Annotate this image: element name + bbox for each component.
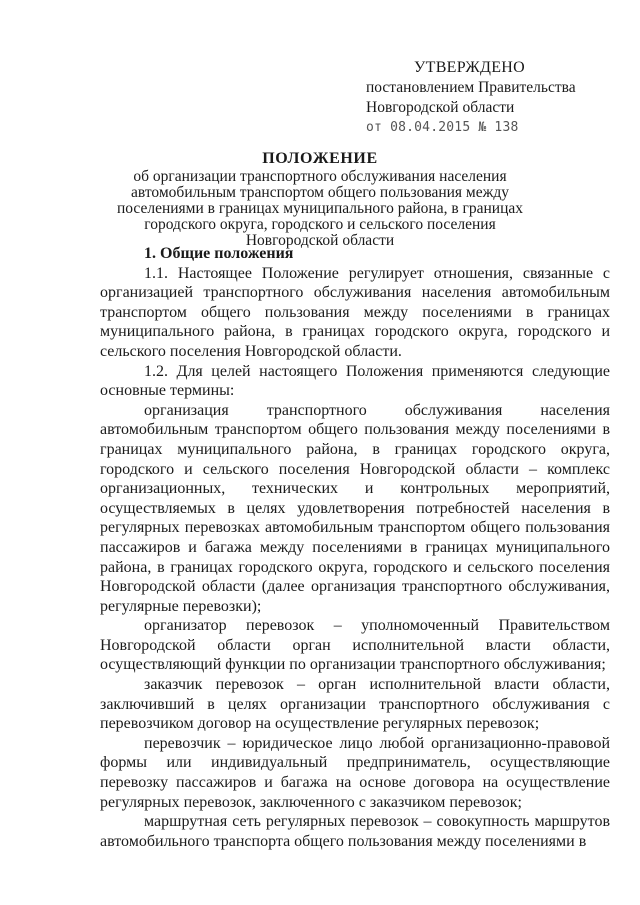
approval-heading: УТВЕРЖДЕНО	[414, 59, 526, 76]
paragraph: заказчик перевозок – орган исполнительной власти области, заключивший в целях организации транспортного обслуживания с перевозчиком договор на осуществление регулярных перевозок;	[100, 676, 610, 733]
approval-date-number: от 08.04.2015 № 138	[366, 120, 519, 135]
paragraph: 1.1. Настоящее Положение регулирует отношения, связанные с организацией транспортного обслуживания населения автомобильным транспортом общего пользования между поселениями в границах муниципального района, в границах городского округа, городского и сельского поселения Новгородской области.	[100, 264, 610, 360]
document-title: ПОЛОЖЕНИЕ	[262, 150, 378, 167]
approval-block	[366, 58, 626, 138]
paragraph: перевозчик – юридическое лицо любой организационно-правовой формы или индивидуальный предприниматель, осуществляющие перевозку пассажиров и багажа на основе договора на осуществление регулярных перевозок, заключенного с заказчиком перевозок;	[100, 734, 610, 811]
paragraph: 1.2. Для целей настоящего Положения применяются следующие основные термины:	[100, 362, 610, 400]
section-heading: 1. Общие положения	[144, 245, 294, 262]
approval-issuer: постановлением Правительства	[366, 79, 576, 96]
approval-region: Новгородской области	[366, 99, 515, 116]
paragraph: организатор перевозок – уполномоченный Правительством Новгородской области орган исполнительной власти области, осуществляющий функции по организации транспортного обслуживания;	[100, 617, 610, 674]
document-body	[100, 244, 610, 851]
paragraph: маршрутная сеть регулярных перевозок – совокупность маршрутов автомобильного транспорта общего пользования между поселениями в	[100, 813, 610, 850]
paragraph: организация транспортного обслуживания населения автомобильным транспортом общего пользования между поселениями в границах муниципального района, в границах городского округа, городского и сельского поселения Новгородской области – комплекс организационных, технических и контрольных мероприятий, осуществляемых в целях удовлетворения потребностей населения в регулярных перевозках автомобильным транспортом общего пользования пассажиров и багажа между поселениями в границах муниципального района, в границах городского округа, городского и сельского поселения Новгородской области (далее организация транспортного обслуживания, регулярные перевозки);	[100, 401, 610, 615]
document-subtitle: об организации транспортного обслуживания населения автомобильным транспортом общего пользования между поселениями в границах муниципального района, в границах городского округа, городского и сельского поселения Новгородской области	[116, 168, 524, 249]
